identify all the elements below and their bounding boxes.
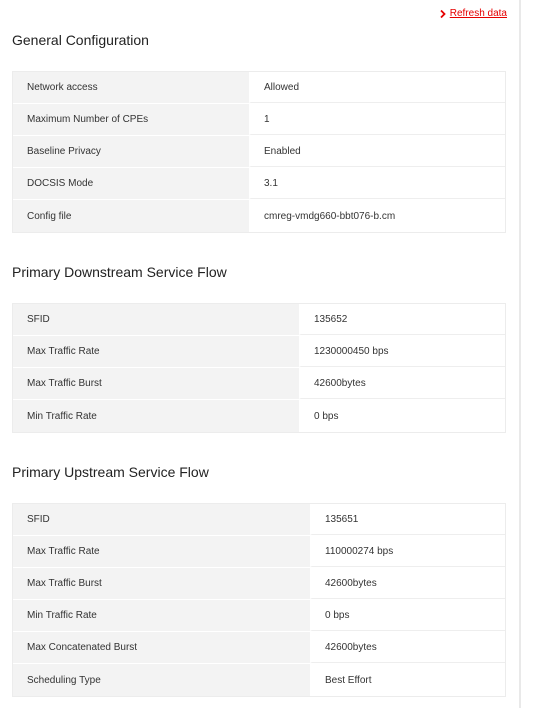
row-value: 1 [249, 104, 505, 135]
page-divider [519, 0, 521, 708]
row-label: Max Traffic Rate [13, 536, 310, 567]
table-row [13, 536, 505, 568]
row-label: DOCSIS Mode [13, 168, 249, 199]
row-value: Enabled [249, 136, 505, 167]
table-row [13, 632, 505, 664]
table-row [13, 104, 505, 136]
row-label: Min Traffic Rate [13, 400, 299, 432]
row-value: 0 bps [299, 400, 505, 432]
downstream-service-flow-title: Primary Downstream Service Flow [12, 264, 227, 280]
row-value: 3.1 [249, 168, 505, 199]
table-row [13, 664, 505, 696]
row-value: 42600bytes [299, 368, 505, 399]
downstream-service-flow-table [12, 303, 506, 433]
table-row [13, 168, 505, 200]
table-row [13, 400, 505, 432]
row-value: 1230000450 bps [299, 336, 505, 367]
row-label: Max Traffic Rate [13, 336, 299, 367]
row-value: 135651 [310, 504, 505, 535]
row-label: SFID [13, 304, 299, 335]
table-row [13, 336, 505, 368]
table-row [13, 568, 505, 600]
table-row [13, 368, 505, 400]
row-label: Min Traffic Rate [13, 600, 310, 631]
general-configuration-table [12, 71, 506, 233]
upstream-service-flow-table [12, 503, 506, 697]
general-configuration-title: General Configuration [12, 32, 149, 48]
row-label: Config file [13, 200, 249, 232]
row-label: Max Concatenated Burst [13, 632, 310, 663]
row-label: Network access [13, 72, 249, 103]
row-value: 0 bps [310, 600, 505, 631]
row-value: 42600bytes [310, 568, 505, 599]
chevron-right-icon [438, 9, 448, 19]
row-label: Max Traffic Burst [13, 568, 310, 599]
table-row [13, 72, 505, 104]
table-row [13, 304, 505, 336]
row-value: Best Effort [310, 664, 505, 696]
row-label: Scheduling Type [13, 664, 310, 696]
table-row [13, 504, 505, 536]
row-label: Maximum Number of CPEs [13, 104, 249, 135]
row-label: Baseline Privacy [13, 136, 249, 167]
row-value: 42600bytes [310, 632, 505, 663]
upstream-service-flow-title: Primary Upstream Service Flow [12, 464, 209, 480]
table-row [13, 600, 505, 632]
row-label: SFID [13, 504, 310, 535]
row-value: Allowed [249, 72, 505, 103]
row-label: Max Traffic Burst [13, 368, 299, 399]
refresh-data-link[interactable] [438, 8, 507, 19]
table-row [13, 200, 505, 232]
row-value: 110000274 bps [310, 536, 505, 567]
table-row [13, 136, 505, 168]
refresh-data-label: Refresh data [449, 8, 507, 19]
row-value: 135652 [299, 304, 505, 335]
row-value: cmreg-vmdg660-bbt076-b.cm [249, 200, 505, 232]
